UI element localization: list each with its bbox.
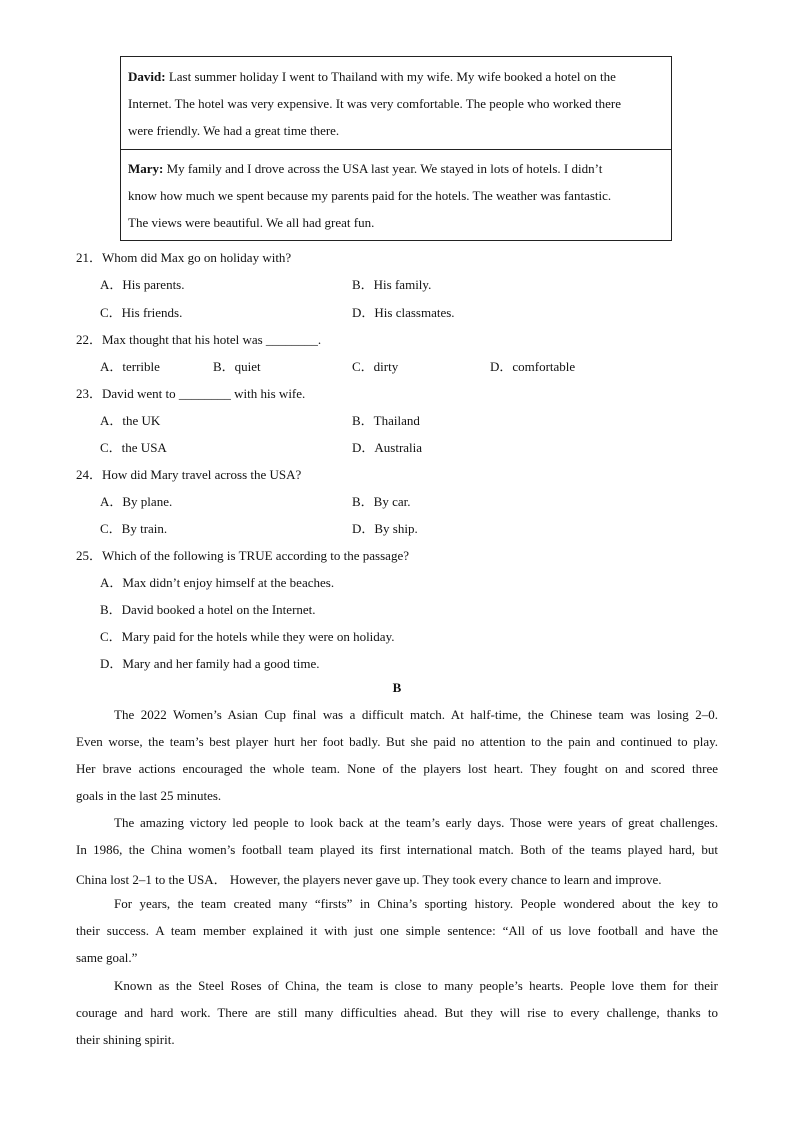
- question-24: 24．How did Mary travel across the USA?: [76, 467, 302, 482]
- para3-line2: their success. A team member explained it with just one simple sentence: “All of us love football and have the: [76, 923, 718, 938]
- passage-box: [120, 56, 672, 241]
- para3-line1: For years, the team created many “firsts” in China’s sporting history. People wondered about the key to: [114, 896, 718, 911]
- q23-option-c[interactable]: C．the USA: [100, 440, 167, 455]
- para1-line4: goals in the last 25 minutes.: [76, 788, 222, 803]
- q21-option-d[interactable]: D．His classmates.: [352, 305, 455, 320]
- mary-line-1: [128, 161, 602, 177]
- q23-option-a[interactable]: A．the UK: [100, 413, 161, 428]
- para4-line1: Known as the Steel Roses of China, the team is close to many people’s hearts. People love them for their: [114, 978, 718, 993]
- question-21: 21．Whom did Max go on holiday with?: [76, 250, 292, 265]
- para2-line3: China lost 2–1 to the USA． However, the players never gave up. They took every chance to learn and improve.: [76, 872, 662, 887]
- q22-option-b[interactable]: B．quiet: [213, 359, 261, 374]
- q25-option-a[interactable]: A．Max didn’t enjoy himself at the beaches.: [100, 575, 335, 590]
- q21-option-b[interactable]: B．His family.: [352, 277, 432, 292]
- david-line-1: [128, 69, 616, 85]
- para1-line1: The 2022 Women’s Asian Cup final was a difficult match. At half-time, the Chinese team was losing 2–0.: [114, 707, 718, 722]
- q23-option-b[interactable]: B．Thailand: [352, 413, 420, 428]
- mary-text-1: My family and I drove across the USA last year. We stayed in lots of hotels. I didn’t: [163, 161, 603, 176]
- question-22: 22．Max thought that his hotel was ________.: [76, 332, 322, 347]
- q25-option-d[interactable]: D．Mary and her family had a good time.: [100, 656, 320, 671]
- question-25: 25．Which of the following is TRUE according to the passage?: [76, 548, 409, 563]
- mary-line-3: The views were beautiful. We all had great fun.: [128, 215, 375, 230]
- para1-line3: Her brave actions encouraged the whole team. None of the players lost heart. They fought on and scored three: [76, 761, 718, 776]
- david-text-1: Last summer holiday I went to Thailand with my wife. My wife booked a hotel on the: [165, 69, 616, 84]
- para4-line2: courage and hard work. There are still many difficulties ahead. But they will rise to every challenge, thanks to: [76, 1005, 718, 1020]
- david-speaker: David:: [128, 69, 166, 84]
- box-divider: [121, 149, 671, 150]
- q24-option-d[interactable]: D．By ship.: [352, 521, 418, 536]
- para2-line1: The amazing victory led people to look back at the team’s early days. Those were years of great challenges.: [114, 815, 718, 830]
- mary-speaker: Mary:: [128, 161, 164, 176]
- q22-option-c[interactable]: C．dirty: [352, 359, 399, 374]
- para4-line3: their shining spirit.: [76, 1032, 175, 1047]
- q24-option-c[interactable]: C．By train.: [100, 521, 168, 536]
- q24-option-b[interactable]: B．By car.: [352, 494, 411, 509]
- q25-option-b[interactable]: B．David booked a hotel on the Internet.: [100, 602, 316, 617]
- q23-option-d[interactable]: D．Australia: [352, 440, 423, 455]
- section-b-heading: B: [392, 680, 402, 695]
- para3-line3: same goal.”: [76, 950, 138, 965]
- david-line-3: were friendly. We had a great time there.: [128, 123, 340, 138]
- q21-option-c[interactable]: C．His friends.: [100, 305, 183, 320]
- q24-option-a[interactable]: A．By plane.: [100, 494, 173, 509]
- q22-option-a[interactable]: A．terrible: [100, 359, 160, 374]
- q25-option-c[interactable]: C．Mary paid for the hotels while they were on holiday.: [100, 629, 395, 644]
- mary-line-2: know how much we spent because my parents paid for the hotels. The weather was fantastic.: [128, 188, 612, 203]
- q22-option-d[interactable]: D．comfortable: [490, 359, 576, 374]
- question-23: 23．David went to ________ with his wife.: [76, 386, 306, 401]
- q21-option-a[interactable]: A．His parents.: [100, 277, 185, 292]
- para2-line2: In 1986, the China women’s football team played its first international match. Both of the teams played hard, but: [76, 842, 718, 857]
- david-line-2: Internet. The hotel was very expensive. It was very comfortable. The people who worked there: [128, 96, 621, 111]
- para1-line2: Even worse, the team’s best player hurt her foot badly. But she paid no attention to the pain and continued to play.: [76, 734, 718, 749]
